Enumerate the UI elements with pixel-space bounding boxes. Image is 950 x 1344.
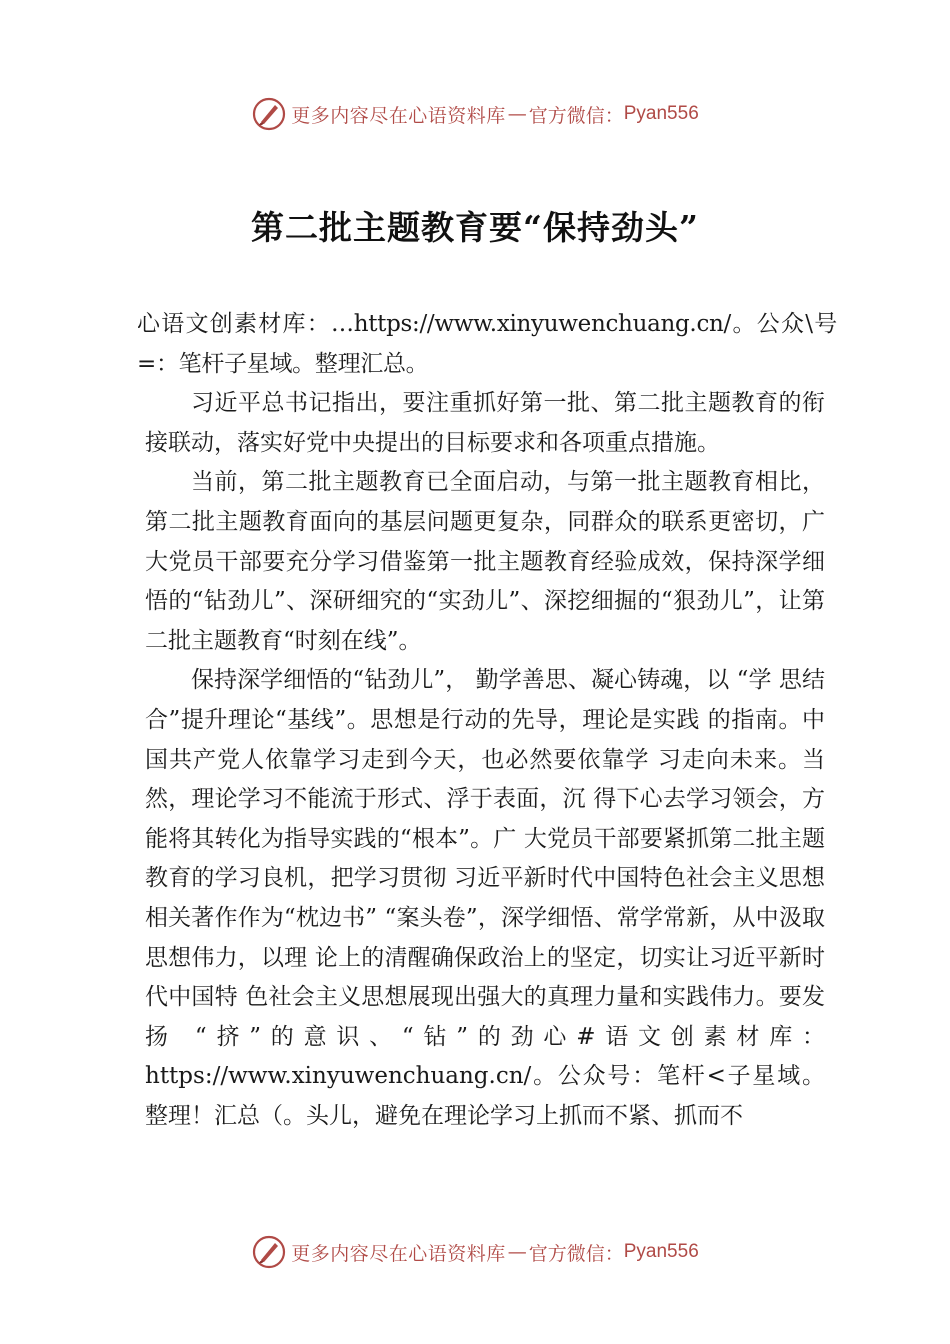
banner-text: 更多内容尽在心语资料库	[291, 104, 506, 127]
banner-wechat-id: Pyan556	[623, 1241, 699, 1262]
banner-label: 官方微信：	[528, 104, 624, 127]
banner-wechat-id: Pyan556	[623, 103, 699, 124]
paragraph-2: 当前，第二批主题教育已全面启动，与第一批主题教育相比，第二批主题教育面向的基层问题更复杂，同群众的联系更密切，广大党员干部要充分学习借鉴第一批主题教育经验成效，保持深学细悟的“钻劲儿”、深研细究的“实劲儿”、深挖细掘的“狠劲儿”，让第二批主题教育“时刻在线”。	[145, 469, 825, 654]
paragraph-3: 保持深学细悟的“钻劲儿”， 勤学善思、凝心铸魂，以 “学 思结合”提升理论“基线”。思想是行动的先导，理论是实践 的指南。中国共产党人依靠学习走到今天，也必然要依靠学 习走向未来。当然，理论学习不能流于形式、浮于表面，沉 得下心去学习领会，方能将其转化为指导实践的“根本”。广 大党员干部要紧抓第二批主题教育的学习良机，把学习贯彻 习近平新时代中国特色社会主义思想相关著作作为“枕边书” “案头卷”，深学细悟、常学常新，从中汲取思想伟力，以理 论上的清醒确保政治上的坚定，切实让习近平新时代中国特 色社会主义思想展现出强大的真理力量和实践伟力。要发扬 “挤”的意识、“钻”的劲心#语文创素材库：https://www.xinyuwenchuang.cn/。公众号：笔杆<子星域。整理！汇总（。头儿，避免在理论学习上抓而不紧、抓而不	[145, 667, 825, 1129]
header-banner	[0, 94, 950, 134]
source-line: 心语文创素材库：…https://www.xinyuwenchuang.cn/。公众\号=：笔杆子星域。整理汇总。	[137, 311, 837, 377]
footer-banner	[0, 1232, 950, 1272]
banner-text: 更多内容尽在心语资料库	[291, 1242, 506, 1265]
brush-logo-icon	[251, 1234, 287, 1270]
paragraph-1: 习近平总书记指出，要注重抓好第一批、第二批主题教育的衔接联动，落实好党中央提出的目标要求和各项重点措施。	[145, 390, 825, 456]
banner-separator: —	[507, 103, 527, 125]
banner-separator: —	[507, 1241, 527, 1263]
brush-logo-icon	[251, 96, 287, 132]
document-body	[137, 305, 837, 1136]
banner-label: 官方微信：	[528, 1242, 624, 1265]
page-title: 第二批主题教育要“保持劲头”	[251, 208, 699, 247]
